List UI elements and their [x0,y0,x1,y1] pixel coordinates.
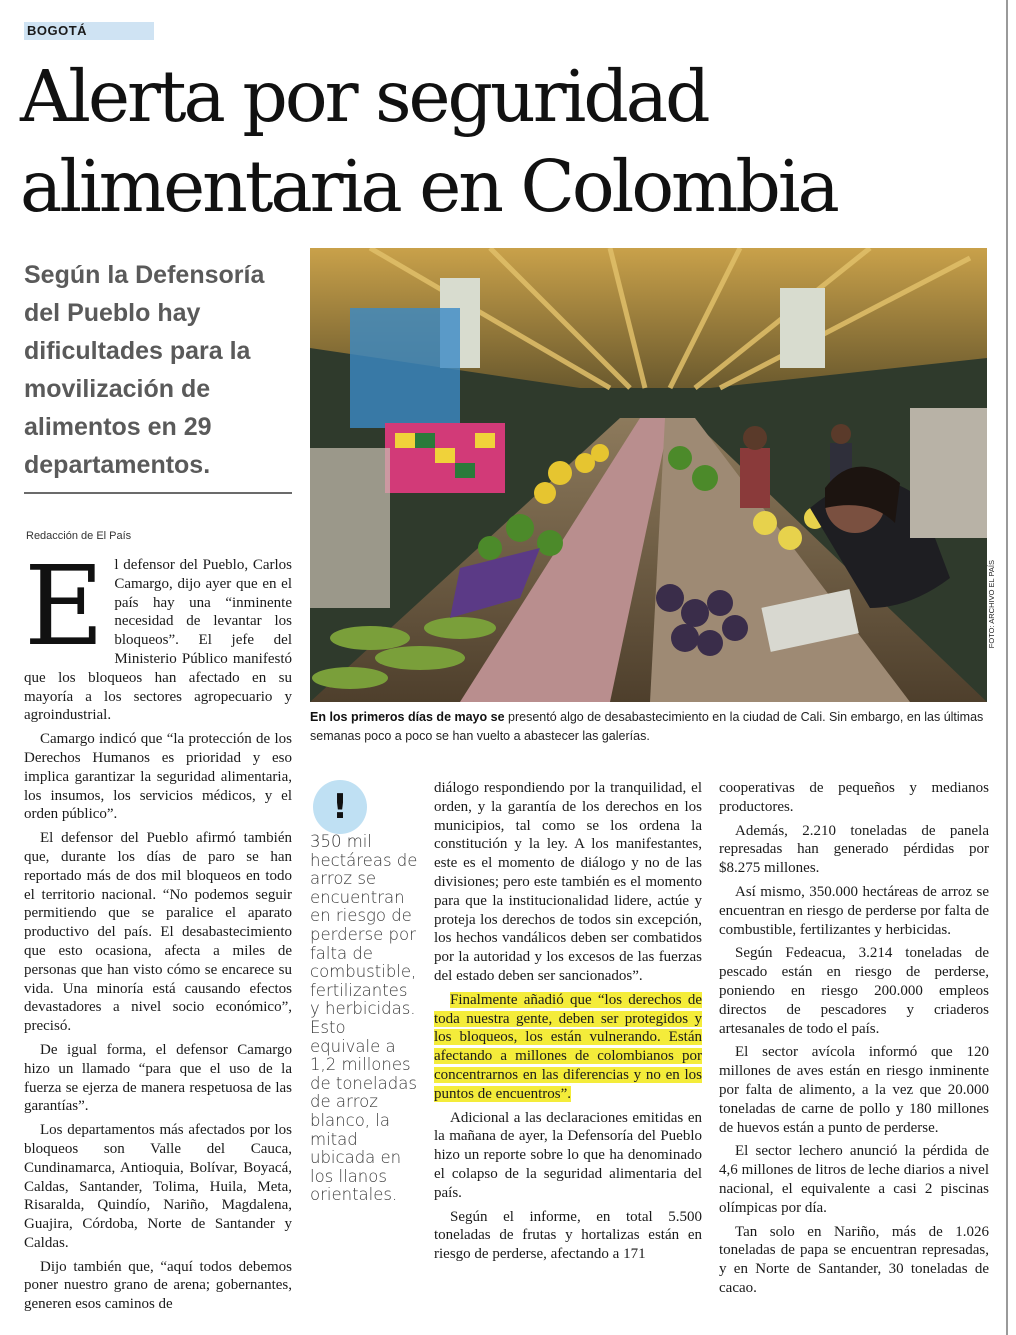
section-label: BOGOTÁ [24,22,154,40]
paragraph: Así mismo, 350.000 hectáreas de arroz se encuentran en riesgo de perderse por falta de combustible, fertilizantes y herbicidas. [719,883,989,938]
paragraph: Camargo indicó que “la protección de los Derechos Humanos es prioridad y eso implica garantizar la seguridad alimentaria, los insumos, los servicios médicos, y el orden público”. [24,731,292,823]
highlighted-quote: Finalmente añadió que “los derechos de toda nuestra gente, deben ser protegidos y los bloqueos, los están vulnerando. Están afectando a millones de colombianos por concentrarnos en las diferencias y no en los puntos de encuentros”. [434,991,702,1102]
paragraph: Dijo también que, “aquí todos debemos poner nuestro grano de arena; gobernantes, generen esos caminos de [24,1258,292,1313]
paragraph: El defensor del Pueblo afirmó también que, durante los días de paro se han reportado más de dos mil bloqueos en todo el territorio nacional. “No podemos seguir permitiendo que se paralice el aparato productivo del país. El desabastecimiento que esto ocasiona, afecta a miles de personas que han visto cómo se encarece su vida. Una minoría está causando efectos devastadores a nivel socio económico”, precisó. [24,830,292,1035]
article-column-3 [434,779,702,1269]
paragraph: El sector lechero anunció la pérdida de 4,6 millones de litros de leche diarios a nivel nacional, el equivalente a casi 2 piscinas olímpicas por día. [719,1143,989,1216]
caption-lead: En los primeros días de mayo se [310,710,505,724]
paragraph: El sector avícola informó que 120 millones de aves están en riesgo inminente por falta de alimento, a la vez que 20.000 toneladas de carne de pollo y 180 millones de huevos están a punto de perderse. [719,1044,989,1136]
paragraph: diálogo respondiendo por la tranquilidad, el orden, y la garantía de los derechos en los municipios, tal como se los ordena la constitución y la ley. A los manifestantes, este es el momento de diálogo y no de las divisiones; pero este también es el momento para que la institucionalidad lidere, actúe y proteja los derechos de todos sin excepción, los hechos vandálicos deben ser combatidos por la autoridad y los excesos de las fuerzas del estado deben ser sancionados”. [434,780,702,984]
paragraph: Según el informe, en total 5.500 toneladas de frutas y hortalizas están en riesgo de perderse, afectando a 171 [434,1208,702,1263]
photo-caption [310,708,990,746]
caption-text: presentó algo de desabastecimiento en la ciudad de Cali. Sin embargo, en las últimas semanas poco a poco se han vuelto a abastecer las galerías. [310,710,984,743]
paragraph: Además, 2.210 toneladas de panela represadas han generado pérdidas por $8.275 millones. [719,822,989,877]
paragraph: Adicional a las declaraciones emitidas en la mañana de ayer, la Defensoría del Pueblo hizo un reporte sobre lo que ha denominado el colapso de la seguridad alimentaria del país. [434,1109,702,1201]
market-photo-illustration [310,248,987,702]
paragraph: cooperativas de pequeños y medianos productores. [719,780,989,815]
article-column-1 [24,542,292,1319]
summary-divider [24,492,292,494]
highlighted-paragraph [434,991,702,1104]
paragraph: De igual forma, el defensor Camargo hizo un llamado “para que el uso de la fuerza se ejerza de manera respetuosa de las garantías”. [24,1041,292,1115]
exclamation-icon [313,780,367,834]
sidebar-fact: 350 mil hectáreas de arroz se encuentran en riesgo de perderse por falta de combustible, fertilizantes y herbicidas. Esto equivale a 1,2 millones de toneladas de arroz blanco, la mitad ubicada en los llanos orientales. [310,832,418,1205]
byline: Redacción de El País [26,530,132,542]
article-column-4 [719,779,989,1303]
market-photo [310,248,987,702]
summary-deck: Según la Defensoría del Pueblo hay dificultades para la movilización de alimentos en 29 departamentos. [24,261,265,479]
headline: Alerta por seguridad alimentaria en Colombia [20,55,837,228]
photo-credit: FOTO: ARCHIVO EL PAÍS [987,560,996,649]
page-edge-rule [1006,0,1008,1335]
paragraph: Según Fedeacua, 3.214 toneladas de pescado están en riesgo de perderse, poniendo en riesgo 200.000 empleos directos de pescadores y criaderos artesanales de todo el país. [719,945,989,1037]
exclamation-symbol: ! [332,787,348,827]
paragraph: l defensor del Pueblo, Carlos Camargo, dijo ayer que en el país hay una “inminente necesidad de levantar los bloqueos”. El jefe del Ministerio Público manifestó que los bloqueos han afectado en su mayoría a los sectores agropecuario y agroindustrial. [24,557,292,724]
drop-cap: E [24,542,105,670]
paragraph: Los departamentos más afectados por los bloqueos son Valle del Cauca, Cundinamarca, Antioquia, Bolívar, Boyacá, Caldas, Santander, Tolima, Huila, Meta, Risaralda, Quindío, Nariño, Magdalena, Guajira, Córdoba, Norte de Santander y Caldas. [24,1122,292,1251]
paragraph: Tan solo en Nariño, más de 1.026 toneladas de papa se encuentran represadas, y en Norte de Santander, 30 toneladas de cacao. [719,1223,989,1296]
